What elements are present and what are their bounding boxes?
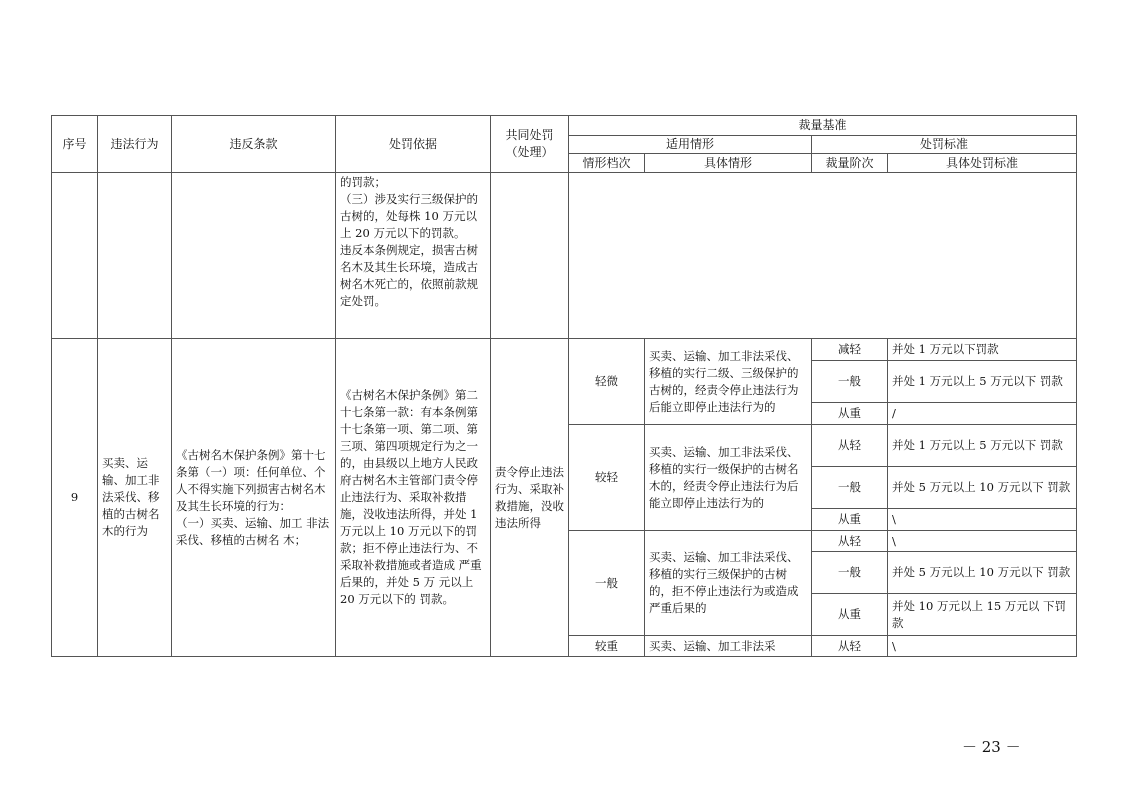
header-level: 裁量阶次 [812,154,888,173]
level-standard: / [888,403,1077,425]
header-specific: 具体情形 [645,154,812,173]
row-clause: 《古树名木保护条例》第十七条第（一）项：任何单位、个人不得实施下列损害古树名木及其生长环境的行为： （一）买卖、运输、加工 非法采伐、移植的古树名 木； [172,339,336,657]
grade-name: 较重 [569,636,645,657]
header-applicable: 适用情形 [569,136,812,154]
level-name: 一般 [812,467,888,509]
level-standard: 并处 5 万元以上 10 万元以下 罚款 [888,552,1077,594]
level-standard: \ [888,636,1077,657]
grade-situation: 买卖、运输、加工非法采 [645,636,812,657]
level-standard: 并处 5 万元以上 10 万元以下 罚款 [888,467,1077,509]
cont-clause-cell [172,173,336,339]
grade-situation: 买卖、运输、加工非法采伐、移植的实行二级、三级保护的古树的，经责令停止违法行为后能立即停止违法行为的 [645,339,812,425]
cont-seq-cell [52,173,98,339]
header-seq: 序号 [52,116,98,173]
level-name: 从重 [812,594,888,636]
level-standard: 并处 1 万元以下罚款 [888,339,1077,361]
level-name: 从轻 [812,636,888,657]
header-common-penalty: 共同处罚 （处理） [491,116,569,173]
header-act: 违法行为 [98,116,172,173]
row-common-penalty: 责令停止违法行为、采取补救措施，没收违法所得 [491,339,569,657]
level-name: 从轻 [812,531,888,552]
header-discretion: 裁量基准 [569,116,1077,136]
grade-situation: 买卖、运输、加工非法采伐、移植的实行一级保护的古树名木的，经责令停止违法行为后能立即停止违法行为的 [645,425,812,531]
cont-common-cell [491,173,569,339]
level-name: 减轻 [812,339,888,361]
level-name: 从轻 [812,425,888,467]
cont-discretion-cell [569,173,1077,339]
level-name: 从重 [812,403,888,425]
grade-name: 较轻 [569,425,645,531]
grade-situation: 买卖、运输、加工非法采伐、移植的实行三级保护的古树的，拒不停止违法行为或造成严重后果的 [645,531,812,636]
row-basis: 《古树名木保护条例》第二十七条第一款：有本条例第十七条第一项、第二项、第三项、第四项规定行为之一的，由县级以上地方人民政府古树名木主管部门责令停止违法行为、采取补救措施，没收违法所得，并处 1 万元以上 10 万元以下的罚款；拒不停止违法行为、不 采取补救措施或者造成 严重后果的，并处 5 万 元以上 20 万元以下的 罚款。 [336,339,491,657]
header-basis: 处罚依据 [336,116,491,173]
grade-name: 轻微 [569,339,645,425]
level-name: 从重 [812,509,888,531]
level-name: 一般 [812,552,888,594]
row-act: 买卖、运输、加工非法采伐、移植的古树名木的行为 [98,339,172,657]
header-specific-standard: 具体处罚标准 [888,154,1077,173]
level-standard: \ [888,531,1077,552]
level-name: 一般 [812,361,888,403]
header-standard: 处罚标准 [812,136,1077,154]
row-seq: 9 [52,339,98,657]
header-clause: 违反条款 [172,116,336,173]
level-standard: 并处 10 万元以上 15 万元以 下罚款 [888,594,1077,636]
cont-basis-text: 的罚款； （三）涉及实行三级保护的古树的，处每株 10 万元以上 20 万元以下的罚款。 违反本条例规定，损害古树名木及其生长环境，造成古树名木死亡的，依照前款规定处罚。 [336,173,491,339]
cont-act-cell [98,173,172,339]
discretion-standard-table [51,115,1077,657]
grade-name: 一般 [569,531,645,636]
page-number: － 23 － [962,738,1021,756]
level-standard: \ [888,509,1077,531]
level-standard: 并处 1 万元以上 5 万元以下 罚款 [888,425,1077,467]
header-grade: 情形档次 [569,154,645,173]
level-standard: 并处 1 万元以上 5 万元以下 罚款 [888,361,1077,403]
